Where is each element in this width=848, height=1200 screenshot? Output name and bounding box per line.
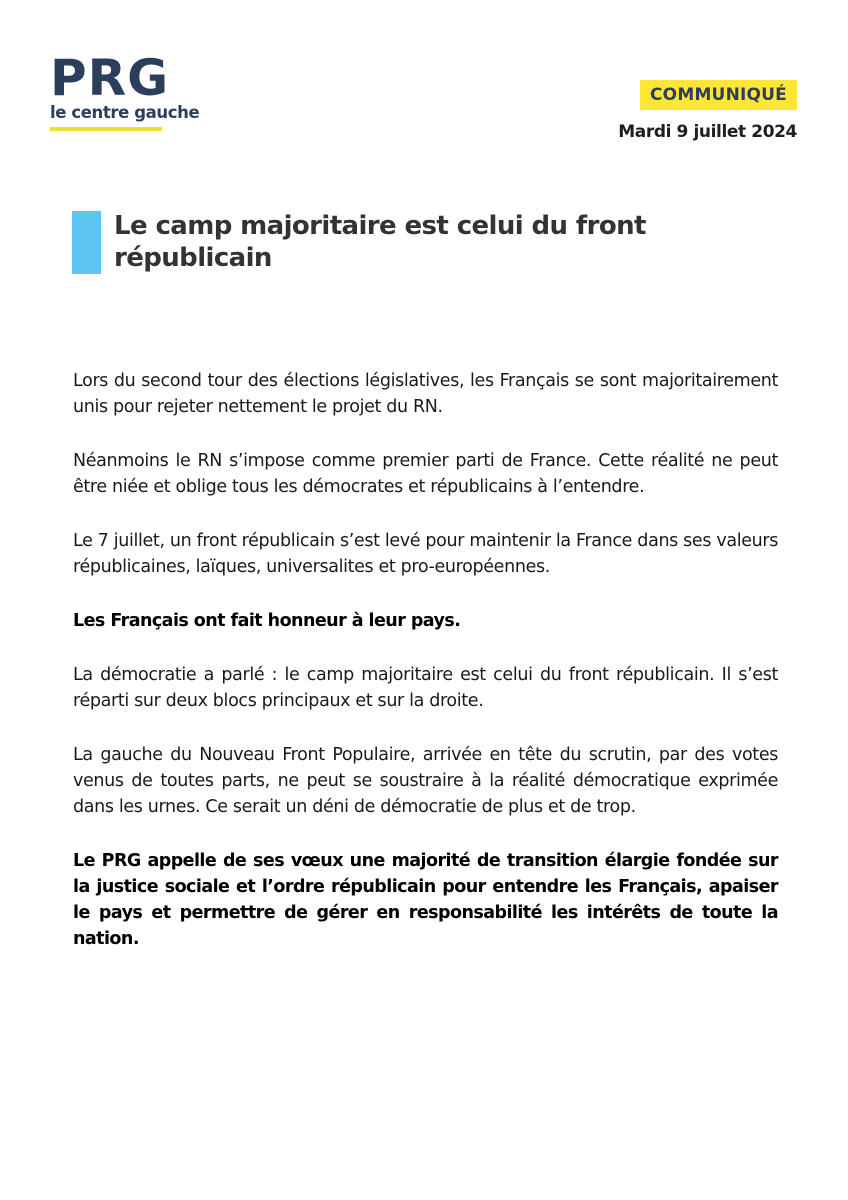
logo-tagline: le centre gauche <box>50 103 200 122</box>
communique-body <box>73 368 778 980</box>
logo-mark: PRG <box>50 49 170 107</box>
paragraph-5: La démocratie a parlé : le camp majoritaire est celui du front républicain. Il s’est réparti sur deux blocs principaux et sur la droite. <box>73 665 778 711</box>
logo-underline <box>50 127 162 131</box>
title-accent-bar <box>72 211 101 274</box>
paragraph-4-bold: Les Français ont fait honneur à leur pays. <box>73 611 461 631</box>
paragraph-6: La gauche du Nouveau Front Populaire, arrivée en tête du scrutin, par des votes venus de toutes parts, ne peut se soustraire à la réalité démocratique exprimée dans les urnes. Ce serait un déni de démocratie de plus et de trop. <box>73 745 778 817</box>
paragraph-2: Néanmoins le RN s’impose comme premier parti de France. Cette réalité ne peut être niée et oblige tous les démocrates et républicains à l’entendre. <box>73 451 778 497</box>
paragraph-3: Le 7 juillet, un front républicain s’est levé pour maintenir la France dans ses valeurs républicaines, laïques, universalites et pro-européennes. <box>73 531 778 577</box>
paragraph-1: Lors du second tour des élections législatives, les Français se sont majoritairement unis pour rejeter nettement le projet du RN. <box>73 371 778 417</box>
document-date: Mardi 9 juillet 2024 <box>618 122 797 142</box>
prg-logo <box>50 49 220 131</box>
page-title: Le camp majoritaire est celui du front républicain <box>114 211 646 273</box>
paragraph-7-bold: Le PRG appelle de ses vœux une majorité de transition élargie fondée sur la justice sociale et l’ordre républicain pour entendre les Français, apaiser le pays et permettre de gérer en responsabilité les intérêts de toute la nation. <box>73 851 778 949</box>
communique-badge: COMMUNIQUÉ <box>640 80 797 110</box>
title-block <box>72 210 732 274</box>
